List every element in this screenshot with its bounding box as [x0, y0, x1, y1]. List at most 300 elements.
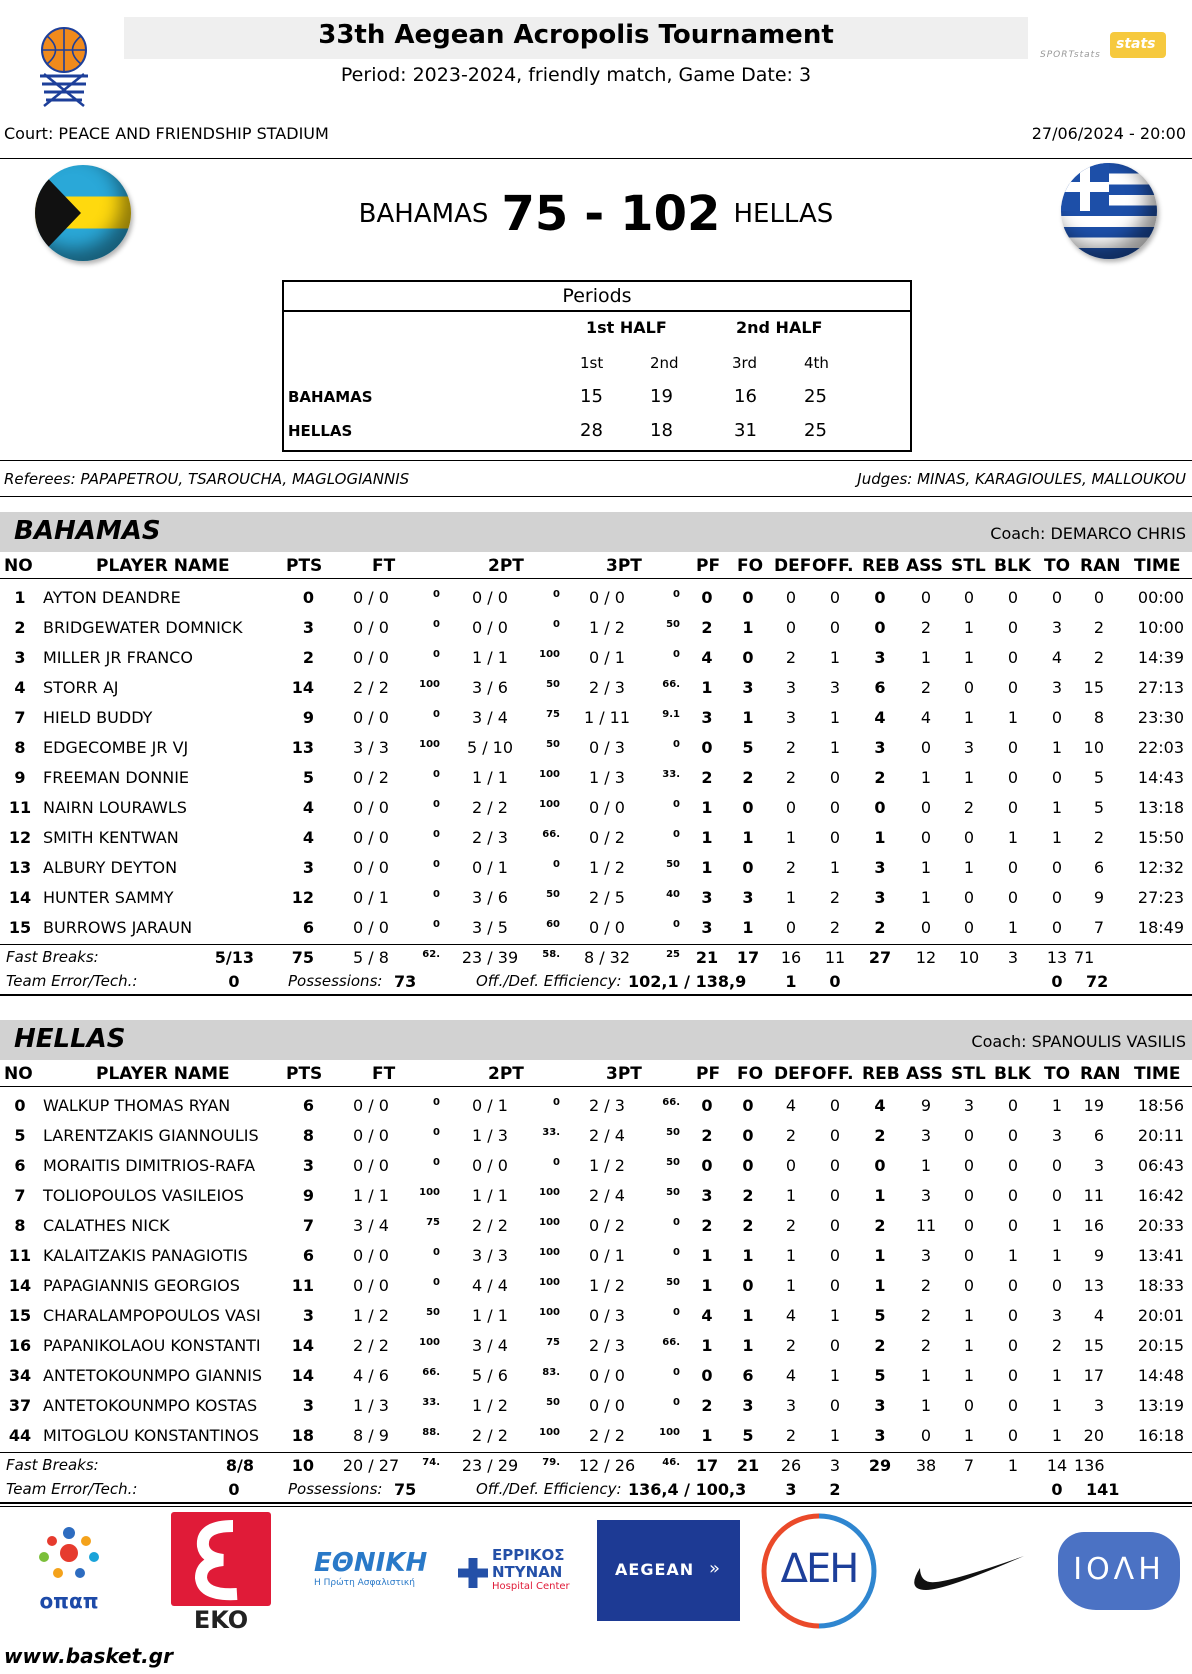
column-header: RAN — [1080, 556, 1121, 576]
possessions-value: 73 — [394, 972, 417, 991]
player-ass: 2 — [920, 1336, 932, 1355]
player-ft: 0 / 0 — [353, 1156, 389, 1175]
player-ran: 10 — [1083, 738, 1104, 757]
total-p3: 8 / 32 — [583, 948, 631, 967]
player-pts: 14 — [291, 1366, 314, 1385]
player-ass: 1 — [920, 768, 932, 787]
player-no: 15 — [8, 1306, 32, 1325]
player-row — [0, 792, 1192, 822]
total-pts: 10 — [291, 1456, 314, 1475]
player-blk: 0 — [1007, 1336, 1019, 1355]
player-ass: 2 — [920, 678, 932, 697]
player-to: 3 — [1051, 1306, 1063, 1325]
player-p3: 0 / 1 — [589, 1246, 625, 1265]
referees: Referees: PAPAPETROU, TSAROUCHA, MAGLOGIANNIS — [4, 470, 410, 488]
player-no: 11 — [8, 1246, 32, 1265]
column-header: TIME — [1134, 1064, 1181, 1084]
total-ass: 38 — [915, 1456, 937, 1475]
player-time: 16:18 — [1137, 1426, 1184, 1445]
player-no: 13 — [8, 858, 32, 877]
player-to: 4 — [1051, 648, 1063, 667]
player-ran: 4 — [1093, 1306, 1104, 1325]
player-fo: 1 — [742, 918, 754, 937]
player-off: 0 — [829, 1126, 841, 1145]
player-p2p: 100 — [539, 1277, 560, 1288]
player-p2p: 100 — [539, 1427, 560, 1438]
player-p2: 0 / 0 — [472, 1156, 508, 1175]
sportstats-logo — [1040, 26, 1170, 66]
player-fo: 0 — [742, 1096, 754, 1115]
player-off: 0 — [829, 1276, 841, 1295]
player-p3p: 0 — [673, 1307, 680, 1318]
player-row — [0, 762, 1192, 792]
player-no: 12 — [8, 828, 32, 847]
player-p3: 0 / 0 — [589, 1366, 625, 1385]
player-pts: 9 — [302, 1186, 314, 1205]
player-p3p: 50 — [666, 1127, 680, 1138]
player-row — [0, 642, 1192, 672]
player-no: 11 — [8, 798, 32, 817]
team-tech-value: 2 — [829, 1480, 841, 1499]
column-header: DEF — [774, 1064, 812, 1084]
player-off: 0 — [829, 1336, 841, 1355]
player-name: ANTETOKOUNMPO GIANNIS — [43, 1366, 263, 1385]
player-p3: 0 / 0 — [589, 588, 625, 607]
player-off: 1 — [829, 648, 841, 667]
player-no: 14 — [8, 888, 32, 907]
player-stl: 3 — [963, 738, 975, 757]
player-reb: 5 — [874, 1306, 886, 1325]
player-no: 7 — [14, 1186, 26, 1205]
player-def: 2 — [785, 1336, 797, 1355]
player-reb: 3 — [874, 648, 886, 667]
player-time: 23:30 — [1137, 708, 1184, 727]
player-blk: 0 — [1007, 588, 1019, 607]
column-header: PF — [696, 556, 721, 576]
column-header: DEF — [774, 556, 812, 576]
player-ass: 2 — [920, 618, 932, 637]
player-fo: 2 — [742, 1216, 754, 1235]
player-name: HIELD BUDDY — [43, 708, 153, 727]
player-off: 0 — [829, 768, 841, 787]
player-p2: 0 / 0 — [472, 618, 508, 637]
player-time: 00:00 — [1137, 588, 1184, 607]
player-blk: 0 — [1007, 1156, 1019, 1175]
player-p3: 0 / 0 — [589, 918, 625, 937]
efficiency-value: 136,4 / 100,3 — [628, 1480, 747, 1499]
player-p3: 2 / 5 — [589, 888, 625, 907]
player-reb: 4 — [874, 1096, 886, 1115]
player-p2p: 0 — [553, 1097, 560, 1108]
player-ftp: 0 — [433, 859, 440, 870]
player-ft: 0 / 0 — [353, 858, 389, 877]
team-extra-row — [0, 970, 1192, 994]
player-to: 1 — [1051, 1426, 1063, 1445]
player-p2: 3 / 4 — [472, 708, 508, 727]
player-pts: 8 — [302, 1126, 314, 1145]
player-p3p: 0 — [673, 829, 680, 840]
player-p3p: 66. — [662, 1337, 680, 1348]
player-time: 14:39 — [1137, 648, 1184, 667]
player-def: 0 — [785, 618, 797, 637]
player-fo: 3 — [742, 678, 754, 697]
away-score: 102 — [620, 186, 721, 242]
player-ass: 2 — [920, 1306, 932, 1325]
player-ftp: 0 — [433, 829, 440, 840]
player-row — [0, 1090, 1192, 1120]
player-ran: 9 — [1093, 1246, 1104, 1265]
player-ran: 2 — [1093, 828, 1104, 847]
total-blk: 1 — [1007, 1456, 1019, 1475]
player-p2p: 75 — [546, 1337, 560, 1348]
period-row-team: HELLAS — [288, 422, 353, 440]
player-def: 3 — [785, 678, 797, 697]
player-blk: 0 — [1007, 1186, 1019, 1205]
player-p3p: 0 — [673, 649, 680, 660]
player-blk: 0 — [1007, 678, 1019, 697]
column-header: NO — [4, 556, 33, 576]
player-ran: 2 — [1093, 648, 1104, 667]
player-p3p: 50 — [666, 619, 680, 630]
player-stl: 0 — [963, 888, 975, 907]
fast-breaks-label: Fast Breaks: — [6, 1456, 99, 1474]
player-no: 2 — [14, 618, 26, 637]
column-header: PTS — [286, 556, 323, 576]
player-time: 15:50 — [1137, 828, 1184, 847]
player-fo: 1 — [742, 1336, 754, 1355]
player-stl: 1 — [963, 1336, 975, 1355]
player-blk: 1 — [1007, 1246, 1019, 1265]
player-ran: 13 — [1083, 1276, 1104, 1295]
team-totals-row — [0, 1454, 1192, 1478]
player-ass: 1 — [920, 858, 932, 877]
player-to: 1 — [1051, 1096, 1063, 1115]
column-header: REB — [862, 1064, 900, 1084]
player-ftp: 75 — [426, 1217, 440, 1228]
deh-text: ΔΕΗ — [780, 1546, 858, 1592]
player-p2: 3 / 6 — [472, 678, 508, 697]
player-fo: 6 — [742, 1366, 754, 1385]
team-header — [0, 512, 1192, 552]
total-p3p: 46. — [662, 1457, 680, 1468]
player-off: 1 — [829, 1426, 841, 1445]
player-p3: 0 / 1 — [589, 648, 625, 667]
player-no: 14 — [8, 1276, 32, 1295]
total-p2p: 79. — [542, 1457, 560, 1468]
total-p2p: 58. — [542, 949, 560, 960]
possessions-label: Possessions: — [288, 1480, 383, 1498]
player-pts: 6 — [302, 1096, 314, 1115]
player-p2: 2 / 3 — [472, 828, 508, 847]
period-score: 31 — [734, 420, 757, 441]
player-reb: 1 — [874, 1186, 886, 1205]
player-p2p: 100 — [539, 799, 560, 810]
deh-logo — [760, 1512, 878, 1630]
player-def: 1 — [785, 1276, 797, 1295]
player-fo: 1 — [742, 1306, 754, 1325]
player-p2: 2 / 2 — [472, 1426, 508, 1445]
player-ass: 0 — [920, 798, 932, 817]
player-row — [0, 1270, 1192, 1300]
player-p2p: 0 — [553, 589, 560, 600]
player-blk: 1 — [1007, 828, 1019, 847]
total-fo: 21 — [736, 1456, 760, 1475]
player-name: KALAITZAKIS PANAGIOTIS — [43, 1246, 248, 1265]
player-off: 0 — [829, 1186, 841, 1205]
player-pts: 0 — [302, 588, 314, 607]
player-def: 0 — [785, 588, 797, 607]
player-blk: 0 — [1007, 1306, 1019, 1325]
player-ran: 7 — [1093, 918, 1104, 937]
player-p2: 3 / 5 — [472, 918, 508, 937]
player-p3p: 0 — [673, 919, 680, 930]
column-header: 2PT — [488, 1064, 524, 1084]
sportstats-badge: stats — [1110, 32, 1166, 58]
player-ft: 0 / 1 — [353, 888, 389, 907]
player-pf: 3 — [701, 888, 713, 907]
player-ftp: 100 — [419, 1337, 440, 1348]
player-ft: 3 / 3 — [353, 738, 389, 757]
player-pts: 3 — [302, 1156, 314, 1175]
player-ftp: 0 — [433, 799, 440, 810]
home-team-name: BAHAMAS — [358, 199, 489, 229]
player-def: 2 — [785, 768, 797, 787]
player-no: 0 — [14, 1096, 26, 1115]
player-ran: 11 — [1083, 1186, 1104, 1205]
total-ft: 5 / 8 — [353, 948, 389, 967]
player-off: 0 — [829, 1156, 841, 1175]
page-title: 33th Aegean Acropolis Tournament — [318, 20, 834, 50]
home-score: 75 — [501, 186, 569, 242]
player-p2: 3 / 3 — [472, 1246, 508, 1265]
player-no: 1 — [14, 588, 26, 607]
player-p2: 1 / 1 — [472, 1306, 508, 1325]
player-time: 20:01 — [1137, 1306, 1184, 1325]
player-ft: 0 / 0 — [353, 1096, 389, 1115]
efficiency-value: 102,1 / 138,9 — [628, 972, 747, 991]
column-header: FT — [372, 1064, 396, 1084]
team-totals-row — [0, 946, 1192, 970]
total-reb: 27 — [868, 948, 892, 967]
player-fo: 0 — [742, 648, 754, 667]
player-ran: 5 — [1093, 798, 1104, 817]
period-score: 19 — [650, 386, 673, 407]
player-ft: 0 / 0 — [353, 1276, 389, 1295]
player-row — [0, 852, 1192, 882]
player-ftp: 0 — [433, 1247, 440, 1258]
player-p3: 0 / 3 — [589, 1306, 625, 1325]
player-to: 1 — [1051, 738, 1063, 757]
sportstats-text: SPORTstats — [1040, 50, 1101, 60]
player-pf: 1 — [701, 1246, 713, 1265]
team-error-value: 0 — [228, 972, 240, 991]
team-name: HELLAS — [14, 1024, 126, 1054]
player-ran: 17 — [1083, 1366, 1104, 1385]
player-ass: 1 — [920, 1366, 932, 1385]
player-pf: 2 — [701, 1396, 713, 1415]
player-no: 3 — [14, 648, 26, 667]
player-ran: 0 — [1093, 588, 1104, 607]
player-blk: 0 — [1007, 1396, 1019, 1415]
column-header: STL — [951, 1064, 986, 1084]
player-to: 1 — [1051, 828, 1063, 847]
player-def: 2 — [785, 858, 797, 877]
player-row — [0, 1420, 1192, 1450]
player-p2: 1 / 1 — [472, 1186, 508, 1205]
player-p3p: 0 — [673, 1397, 680, 1408]
player-fo: 3 — [742, 1396, 754, 1415]
player-pts: 2 — [302, 648, 314, 667]
player-ass: 0 — [920, 738, 932, 757]
player-p3: 1 / 11 — [583, 708, 631, 727]
total-def: 16 — [780, 948, 802, 967]
column-header: PLAYER NAME — [96, 1064, 230, 1084]
coach-name: Coach: DEMARCO CHRIS — [990, 524, 1186, 543]
player-pf: 1 — [701, 858, 713, 877]
player-row — [0, 1210, 1192, 1240]
player-ft: 0 / 0 — [353, 1126, 389, 1145]
player-off: 1 — [829, 738, 841, 757]
player-p3: 2 / 3 — [589, 1336, 625, 1355]
player-p2p: 50 — [546, 1397, 560, 1408]
opap-logo — [34, 1525, 104, 1613]
player-pts: 7 — [302, 1216, 314, 1235]
team-name: BAHAMAS — [14, 516, 161, 546]
ethniki-logo — [314, 1548, 430, 1596]
aegean-chevron-icon: » — [709, 1558, 721, 1579]
court-label: Court: PEACE AND FRIENDSHIP STADIUM — [4, 124, 329, 143]
column-header: ASS — [906, 556, 943, 576]
player-ass: 0 — [920, 1426, 932, 1445]
player-reb: 3 — [874, 738, 886, 757]
player-to: 1 — [1051, 1246, 1063, 1265]
player-time: 20:15 — [1137, 1336, 1184, 1355]
player-to: 0 — [1051, 888, 1063, 907]
player-blk: 0 — [1007, 1216, 1019, 1235]
player-p2p: 100 — [539, 1187, 560, 1198]
player-stl: 1 — [963, 708, 975, 727]
player-ass: 1 — [920, 1156, 932, 1175]
player-ftp: 0 — [433, 1157, 440, 1168]
player-def: 2 — [785, 1126, 797, 1145]
player-pf: 2 — [701, 1216, 713, 1235]
column-header: OFF. — [812, 1064, 854, 1084]
player-ran: 19 — [1083, 1096, 1104, 1115]
player-ran: 20 — [1083, 1426, 1104, 1445]
player-ran: 2 — [1093, 618, 1104, 637]
player-row — [0, 1390, 1192, 1420]
player-off: 1 — [829, 1306, 841, 1325]
q2-label: 2nd — [650, 354, 679, 372]
player-no: 15 — [8, 918, 32, 937]
player-def: 2 — [785, 738, 797, 757]
total-ass: 12 — [915, 948, 937, 967]
total-stl: 7 — [963, 1456, 975, 1475]
player-p3: 2 / 4 — [589, 1186, 625, 1205]
eko-logo — [171, 1512, 271, 1632]
player-pts: 3 — [302, 858, 314, 877]
player-no: 37 — [8, 1396, 32, 1415]
player-to: 0 — [1051, 708, 1063, 727]
player-ft: 1 / 1 — [353, 1186, 389, 1205]
player-p2: 5 / 6 — [472, 1366, 508, 1385]
player-pf: 3 — [701, 1186, 713, 1205]
player-stl: 0 — [963, 1126, 975, 1145]
player-p2p: 100 — [539, 1247, 560, 1258]
judges: Judges: MINAS, KARAGIOULES, MALLOUKOU — [857, 470, 1186, 488]
column-header: FT — [372, 556, 396, 576]
player-no: 8 — [14, 1216, 26, 1235]
column-header: STL — [951, 556, 986, 576]
player-fo: 1 — [742, 828, 754, 847]
divider — [0, 944, 1192, 945]
player-ft: 0 / 0 — [353, 588, 389, 607]
away-team-name: HELLAS — [733, 199, 834, 229]
player-reb: 0 — [874, 588, 886, 607]
player-ftp: 66. — [422, 1367, 440, 1378]
footer-site: www.basket.gr — [4, 1644, 173, 1668]
player-ass: 11 — [915, 1216, 937, 1235]
page-subtitle: Period: 2023-2024, friendly match, Game Date: 3 — [340, 64, 812, 86]
dynan-text: ΝΤΥΝΑΝ — [492, 1563, 563, 1581]
player-p3: 0 / 0 — [589, 1396, 625, 1415]
player-stl: 1 — [963, 1426, 975, 1445]
player-ft: 0 / 0 — [353, 618, 389, 637]
player-name: CALATHES NICK — [43, 1216, 170, 1235]
player-p2: 4 / 4 — [472, 1276, 508, 1295]
player-p2: 1 / 2 — [472, 1396, 508, 1415]
player-ran: 3 — [1093, 1396, 1104, 1415]
player-pf: 1 — [701, 828, 713, 847]
player-pts: 9 — [302, 708, 314, 727]
player-pf: 1 — [701, 798, 713, 817]
player-pts: 14 — [291, 678, 314, 697]
total-p2: 23 / 39 — [461, 948, 519, 967]
player-ass: 4 — [920, 708, 932, 727]
player-p3p: 0 — [673, 1217, 680, 1228]
aegean-logo — [597, 1520, 740, 1621]
player-ran: 9 — [1093, 888, 1104, 907]
player-ass: 3 — [920, 1186, 932, 1205]
player-pf: 2 — [701, 768, 713, 787]
column-header: 2PT — [488, 556, 524, 576]
player-fo: 5 — [742, 738, 754, 757]
opap-text: οπαπ — [39, 1589, 99, 1613]
player-p2p: 0 — [553, 859, 560, 870]
player-reb: 1 — [874, 1276, 886, 1295]
player-ftp: 33. — [422, 1397, 440, 1408]
total-ran: 136 — [1074, 1456, 1105, 1475]
player-off: 0 — [829, 1396, 841, 1415]
player-to: 3 — [1051, 618, 1063, 637]
total-p3: 12 / 26 — [578, 1456, 636, 1475]
player-time: 27:13 — [1137, 678, 1184, 697]
team-error-value: 0 — [228, 1480, 240, 1499]
game-datetime: 27/06/2024 - 20:00 — [1031, 124, 1186, 143]
player-blk: 0 — [1007, 1426, 1019, 1445]
coach-name: Coach: SPANOULIS VASILIS — [971, 1032, 1186, 1051]
player-reb: 2 — [874, 1336, 886, 1355]
player-name: WALKUP THOMAS RYAN — [43, 1096, 231, 1115]
player-def: 3 — [785, 708, 797, 727]
player-ass: 1 — [920, 888, 932, 907]
efficiency-label: Off./Def. Efficiency: — [476, 972, 622, 990]
player-row — [0, 1330, 1192, 1360]
column-header: PF — [696, 1064, 721, 1084]
player-ft: 0 / 0 — [353, 648, 389, 667]
player-reb: 2 — [874, 768, 886, 787]
player-p3: 1 / 3 — [589, 768, 625, 787]
